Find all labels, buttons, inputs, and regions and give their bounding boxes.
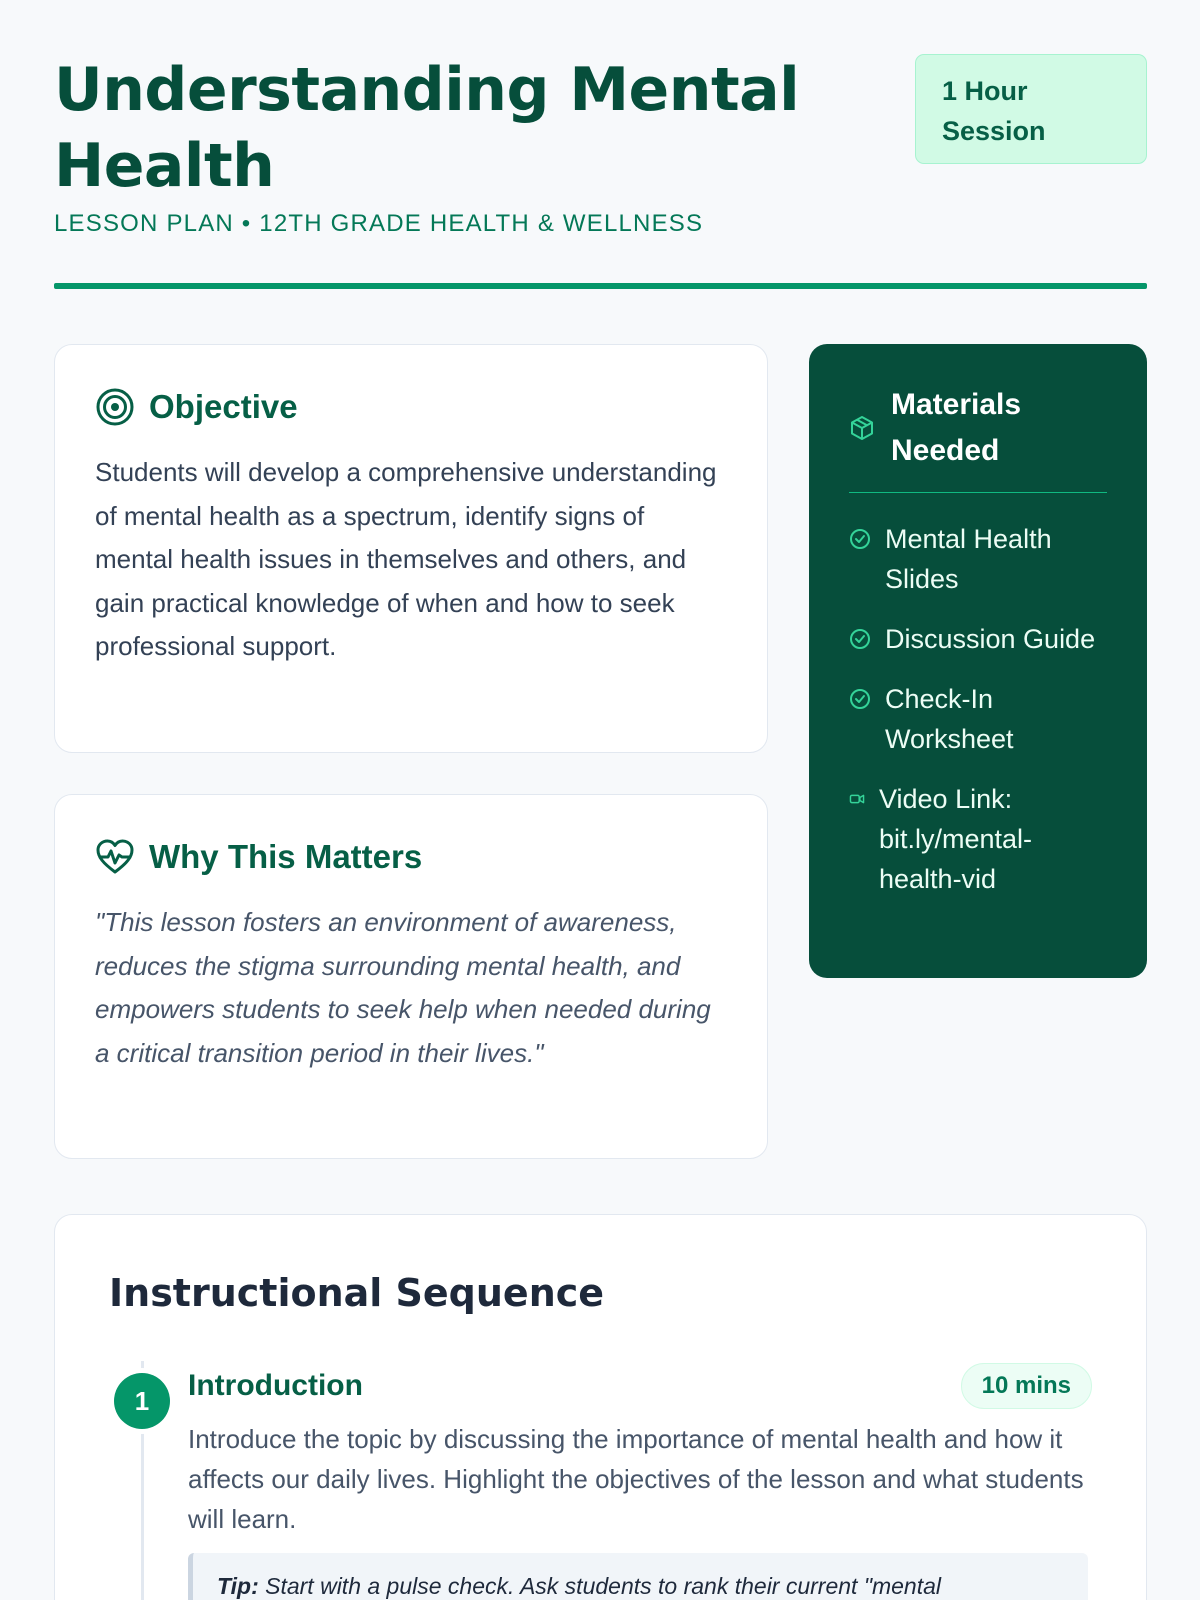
materials-item-label: Mental Health Slides bbox=[885, 524, 1052, 594]
materials-panel bbox=[809, 344, 1147, 978]
why-this-matters-header bbox=[95, 835, 727, 879]
materials-item bbox=[849, 779, 1107, 899]
page-title: Understanding Mental Health bbox=[54, 55, 800, 201]
header-divider bbox=[54, 283, 1147, 289]
target-icon bbox=[95, 387, 135, 427]
lesson-plan-page bbox=[54, 0, 1147, 1599]
materials-item-label: Check-In Worksheet bbox=[885, 684, 1014, 754]
tip-label: Tip: bbox=[217, 1573, 259, 1599]
materials-item-label[interactable]: Video Link: bit.ly/mental-health-vid bbox=[879, 784, 1033, 894]
page-header bbox=[54, 0, 1147, 292]
materials-header bbox=[849, 382, 1107, 493]
why-this-matters-quote: "This lesson fosters an environment of awareness, reduces the stigma surrounding mental health, and empowers students to seek help when needed during a critical transition period in their lives." bbox=[95, 907, 711, 1068]
check-circle-icon bbox=[849, 688, 871, 710]
instructional-sequence-card bbox=[54, 1214, 1147, 1600]
objective-card bbox=[54, 344, 768, 753]
materials-item bbox=[849, 679, 1107, 759]
objective-header bbox=[95, 385, 727, 429]
step-description: Introduce the topic by discussing the importance of mental health and how it affects our daily lives. Highlight the objectives of the lesson and what students will learn. bbox=[188, 1424, 1084, 1534]
why-this-matters-title: Why This Matters bbox=[149, 838, 423, 875]
duration-badge-line1: 1 Hour bbox=[942, 76, 1028, 106]
check-circle-icon bbox=[849, 528, 871, 550]
check-circle-icon bbox=[849, 628, 871, 650]
package-icon bbox=[849, 415, 875, 441]
why-this-matters-card bbox=[54, 794, 768, 1159]
video-icon bbox=[849, 791, 865, 807]
step-number-badge: 1 bbox=[114, 1373, 170, 1429]
materials-item-label: Discussion Guide bbox=[885, 624, 1096, 654]
materials-item bbox=[849, 519, 1107, 599]
materials-title: Materials Needed bbox=[891, 388, 1022, 467]
step-duration-badge: 10 mins bbox=[961, 1363, 1092, 1409]
sequence-step bbox=[109, 1361, 1092, 1600]
duration-badge bbox=[915, 54, 1147, 164]
tip-text: Start with a pulse check. Ask students to rank their current "mental bbox=[258, 1573, 942, 1599]
materials-list bbox=[849, 519, 1107, 899]
step-tip bbox=[188, 1553, 1088, 1600]
heart-pulse-icon bbox=[95, 837, 135, 877]
page-subtitle: LESSON PLAN • 12TH GRADE HEALTH & WELLNESS bbox=[54, 210, 704, 237]
objective-title: Objective bbox=[149, 388, 298, 425]
duration-badge-line2: Session bbox=[942, 116, 1046, 146]
step-title: Introduction bbox=[188, 1369, 363, 1402]
step-header bbox=[188, 1361, 1092, 1411]
materials-item bbox=[849, 619, 1107, 659]
objective-text: Students will develop a comprehensive understanding of mental health as a spectrum, identify signs of mental health issues in themselves and others, and gain practical knowledge of when and how to seek professional support. bbox=[95, 457, 717, 661]
instructional-sequence-title: Instructional Sequence bbox=[109, 1271, 605, 1315]
